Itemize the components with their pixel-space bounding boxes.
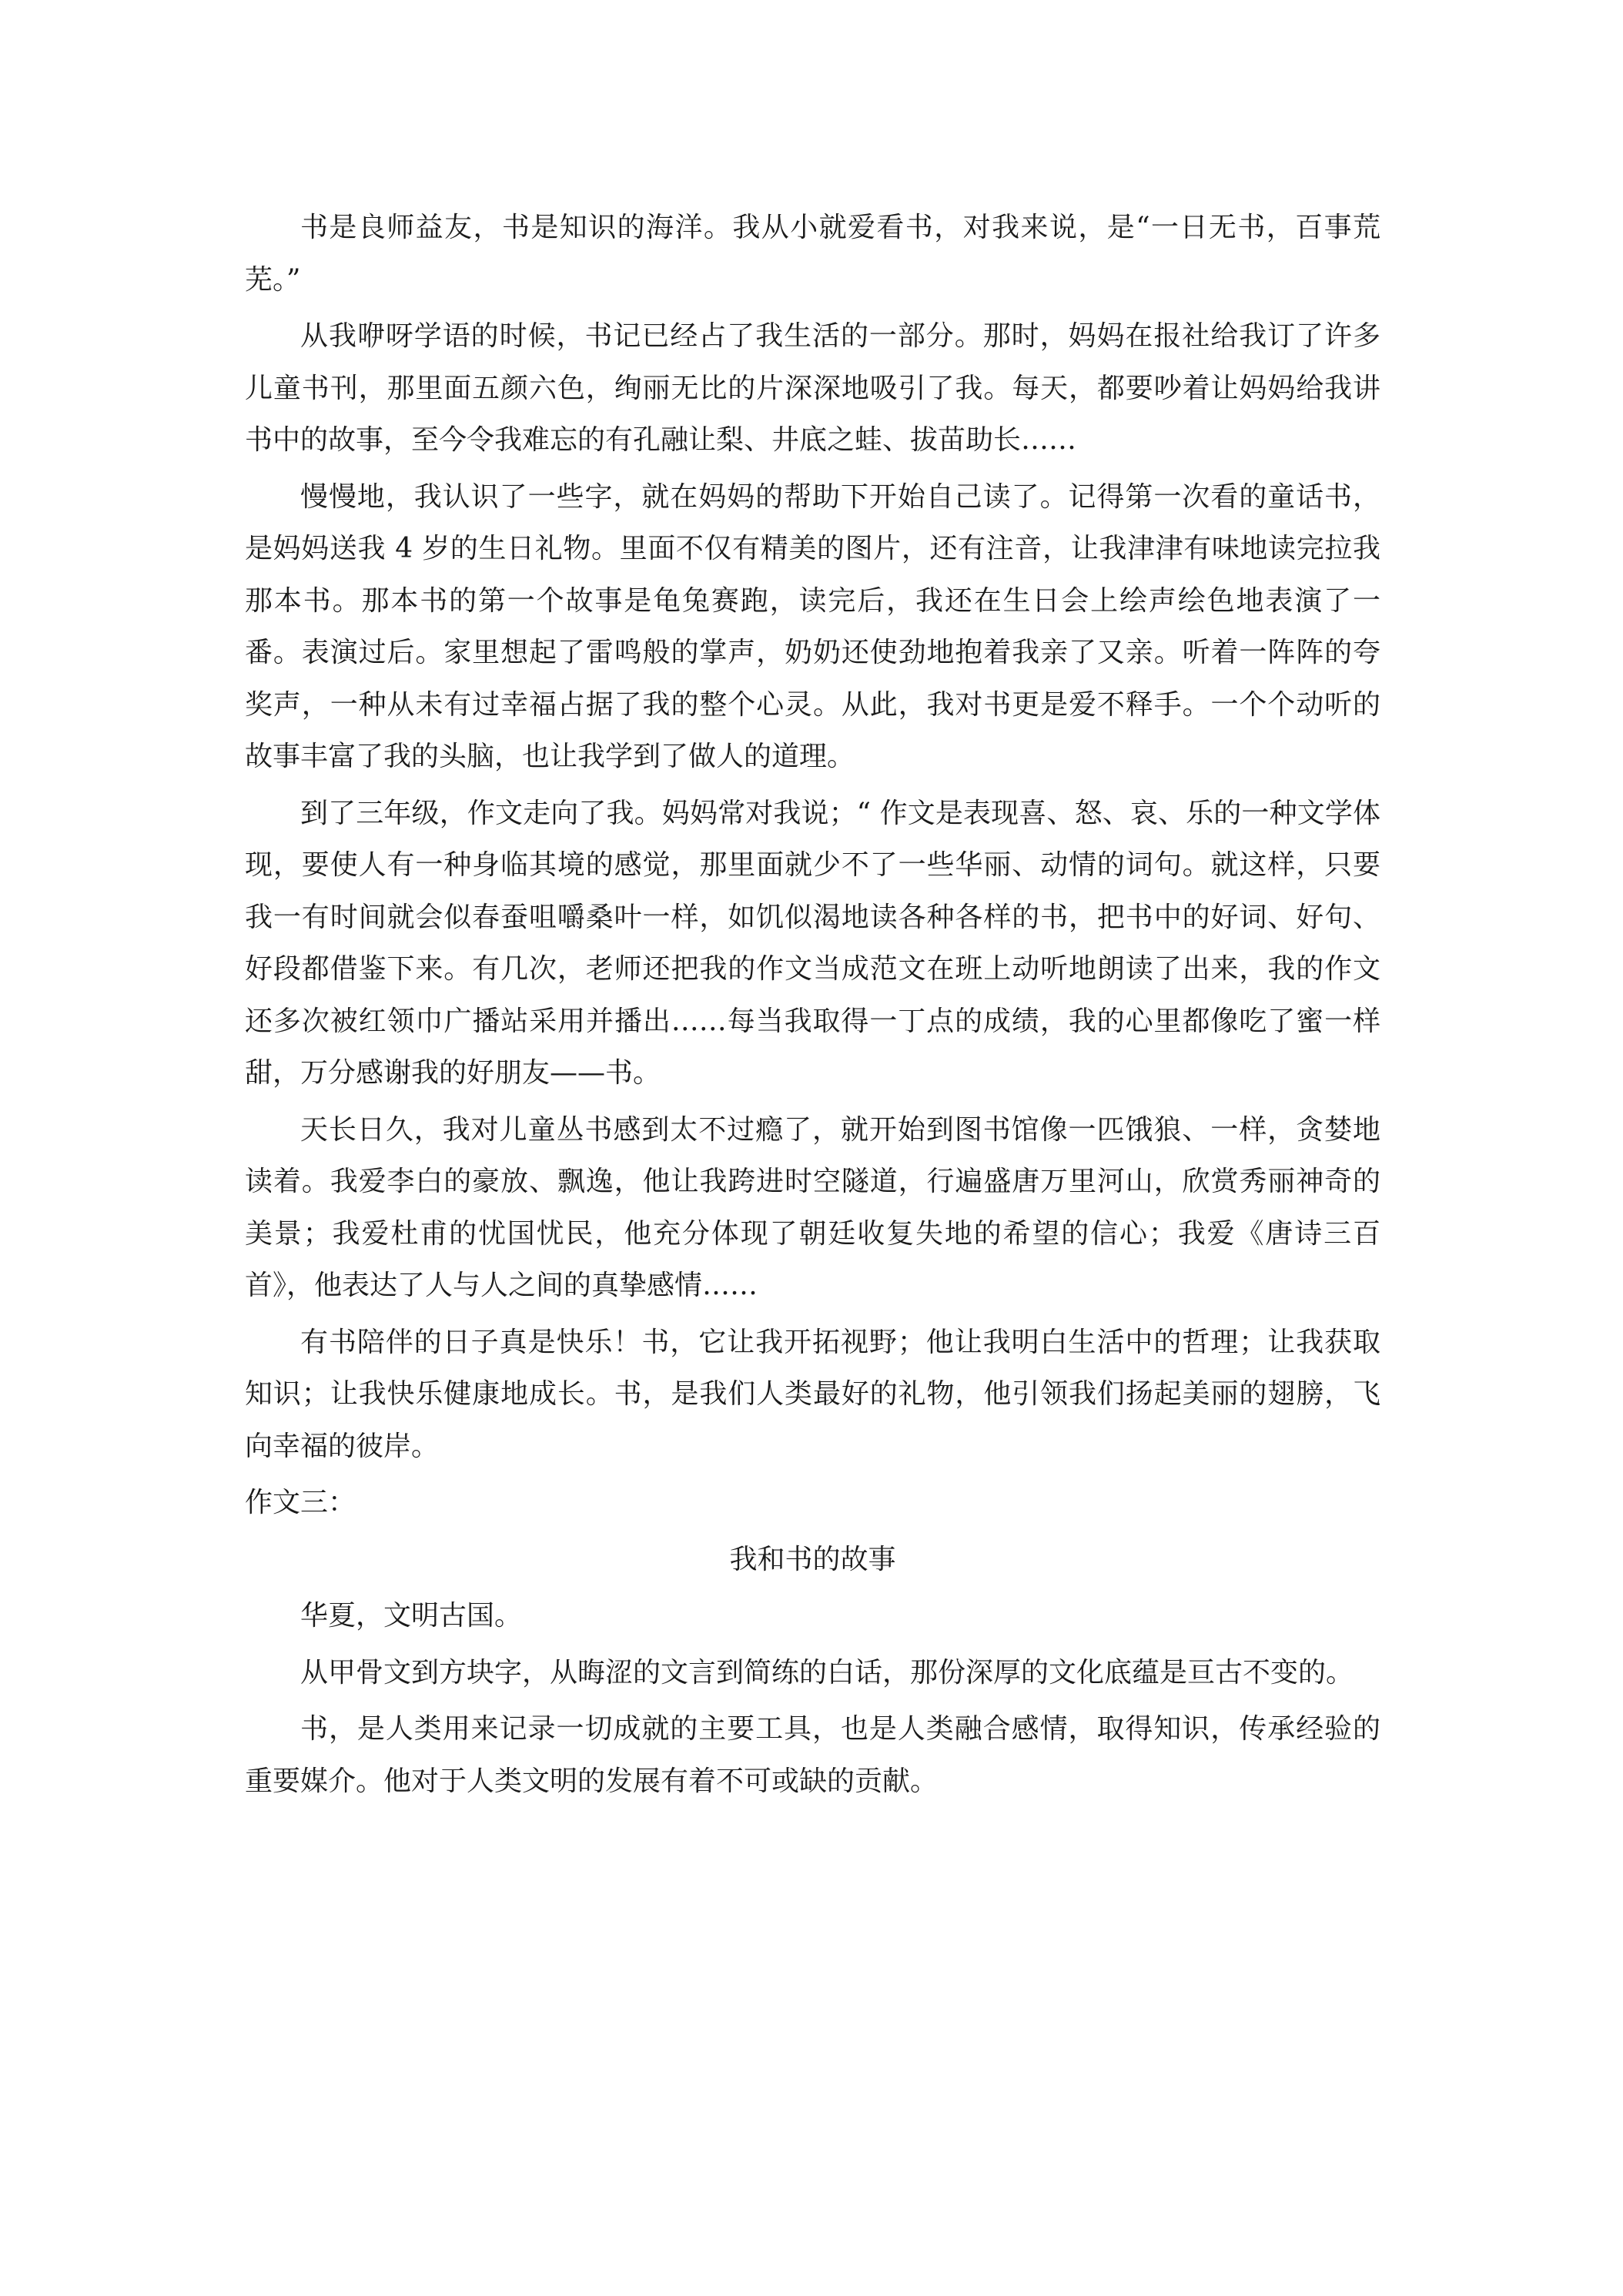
paragraph-learning-to-read: 慢慢地，我认识了一些字，就在妈妈的帮助下开始自己读了。记得第一次看的童话书，是妈妈送我 4 岁的生日礼物。里面不仅有精美的图片，还有注音，让我津津有味地读完拉我那本书。那本书的第一个故事是龟兔赛跑，读完后，我还在生日会上绘声绘色地表演了一番。表演过后。家里想起了雷鸣般的掌声，奶奶还使劲地抱着我亲了又亲。听着一阵阵的夸奖声，一种从未有过幸福占据了我的整个心灵。从此，我对书更是爱不释手。一个个动听的故事丰富了我的头脑，也让我学到了做人的道理。 (245, 480, 1380, 772)
paragraph-books-are-friends: 书是良师益友，书是知识的海洋。我从小就爱看书，对我来说，是“一日无书，百事荒芜。” (245, 212, 1380, 296)
paragraph-oracle-bones-to-characters: 从甲骨文到方块字，从晦涩的文言到简练的白话，那份深厚的文化底蕴是亘古不变的。 (300, 1656, 1354, 1689)
paragraph-library-reading: 天长日久，我对儿童丛书感到太不过瘾了，就开始到图书馆像一匹饿狼、一样，贪婪地读着。我爱李白的豪放、飘逸，他让我跨进时空隧道，行遍盛唐万里河山，欣赏秀丽神奇的美景；我爱杜甫的忧国忧民，他充分体现了朝廷收复失地的希望的信心；我爱《唐诗三百首》，他表达了人与人之间的真挚感情…… (245, 1113, 1380, 1301)
document-page (245, 202, 1380, 1812)
paragraph-books-record-achievements: 书，是人类用来记录一切成就的主要工具，也是人类融合感情，取得知识，传承经验的重要媒介。他对于人类文明的发展有着不可或缺的贡献。 (245, 1713, 1380, 1797)
essay-title: 我和书的故事 (729, 1543, 896, 1575)
paragraph-third-grade-writing: 到了三年级，作文走向了我。妈妈常对我说；“ 作文是表现喜、怒、哀、乐的一种文学体现，要使人有一种身临其境的感觉，那里面就少不了一些华丽、动情的词句。就这样，只要我一有时间就会似春蚕咀嚼桑叶一样，如饥似渴地读各种各样的书，把书中的好词、好句、好段都借鉴下来。有几次，老师还把我的作文当成范文在班上动听地朗读了出来，我的作文还多次被红领巾广播站采用并播出……每当我取得一丁点的成绩，我的心里都像吃了蜜一样甜，万分感谢我的好朋友——书。 (245, 797, 1380, 1089)
essay-label: 作文三： (245, 1487, 356, 1518)
paragraph-happy-days-with-books: 有书陪伴的日子真是快乐！书，它让我开拓视野；他让我明白生活中的哲理；让我获取知识；让我快乐健康地成长。书，是我们人类最好的礼物，他引领我们扬起美丽的翅膀，飞向幸福的彼岸。 (245, 1326, 1380, 1462)
paragraph-china-ancient-civilization: 华夏，文明古国。 (300, 1600, 523, 1632)
paragraph-early-childhood: 从我咿呀学语的时候，书记已经占了我生活的一部分。那时，妈妈在报社给我订了许多儿童书刊，那里面五颜六色，绚丽无比的片深深地吸引了我。每天，都要吵着让妈妈给我讲书中的故事，至今令我难忘的有孔融让梨、井底之蛙、拔苗助长…… (245, 320, 1380, 456)
